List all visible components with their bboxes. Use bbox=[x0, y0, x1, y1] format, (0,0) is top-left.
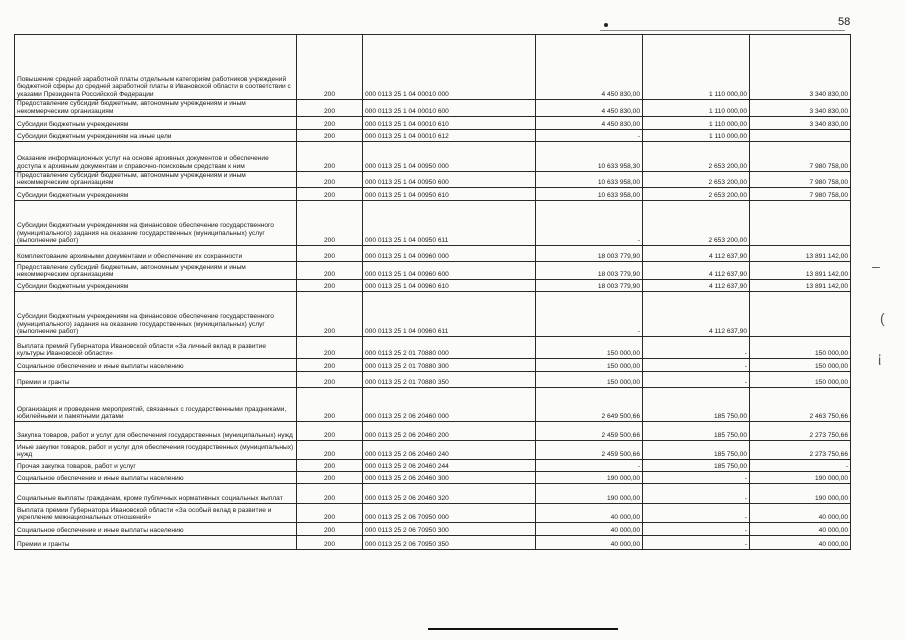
row-value-3: 150 000,00 bbox=[750, 337, 851, 359]
row-value-2: - bbox=[643, 372, 750, 388]
bottom-rule bbox=[428, 628, 618, 630]
row-value-1: 190 000,00 bbox=[536, 472, 643, 484]
table-row bbox=[15, 171, 851, 188]
row-value-2: 4 112 637,90 bbox=[643, 280, 750, 292]
row-value-2: - bbox=[643, 359, 750, 372]
row-value-2: 2 653 200,00 bbox=[643, 188, 750, 201]
row-value-1: 40 000,00 bbox=[536, 523, 643, 536]
row-admin-code: 200 bbox=[297, 523, 363, 536]
table-row bbox=[15, 359, 851, 372]
row-budget-code: 000 0113 25 2 06 70950 350 bbox=[363, 536, 536, 550]
row-budget-code: 000 0113 25 1 04 00010 610 bbox=[363, 116, 536, 129]
row-value-1: 2 649 500,66 bbox=[536, 388, 643, 422]
row-admin-code: 200 bbox=[297, 246, 363, 262]
row-value-2: 4 112 637,90 bbox=[643, 246, 750, 262]
table-row bbox=[15, 116, 851, 129]
row-value-2: 185 750,00 bbox=[643, 460, 750, 472]
row-admin-code: 200 bbox=[297, 116, 363, 129]
row-budget-code: 000 0113 25 1 04 00010 000 bbox=[363, 35, 536, 100]
row-value-1: 4 450 830,00 bbox=[536, 35, 643, 100]
row-admin-code: 200 bbox=[297, 188, 363, 201]
row-name: Выплата премии Губернатора Ивановской области «За особый вклад в развитие и укрепление межнациональных отношений» bbox=[15, 504, 297, 523]
row-name: Премии и гранты bbox=[15, 372, 297, 388]
row-budget-code: 000 0113 25 2 06 20460 240 bbox=[363, 441, 536, 460]
row-admin-code: 200 bbox=[297, 536, 363, 550]
row-admin-code: 200 bbox=[297, 129, 363, 141]
row-budget-code: 000 0113 25 1 04 00960 611 bbox=[363, 292, 536, 337]
row-value-2: - bbox=[643, 472, 750, 484]
row-value-1: - bbox=[536, 129, 643, 141]
row-value-2: 185 750,00 bbox=[643, 441, 750, 460]
row-admin-code: 200 bbox=[297, 100, 363, 117]
row-admin-code: 200 bbox=[297, 292, 363, 337]
table-row bbox=[15, 100, 851, 117]
row-value-1: 10 633 958,00 bbox=[536, 188, 643, 201]
row-value-2: 185 750,00 bbox=[643, 388, 750, 422]
row-value-3: 7 980 758,00 bbox=[750, 171, 851, 188]
row-admin-code: 200 bbox=[297, 337, 363, 359]
row-name: Премии и гранты bbox=[15, 536, 297, 550]
row-admin-code: 200 bbox=[297, 372, 363, 388]
row-name: Субсидии бюджетным учреждениям bbox=[15, 188, 297, 201]
table-row bbox=[15, 201, 851, 246]
row-value-3: 40 000,00 bbox=[750, 504, 851, 523]
top-rule bbox=[600, 30, 845, 31]
row-admin-code: 200 bbox=[297, 171, 363, 188]
row-value-1: 4 450 830,00 bbox=[536, 116, 643, 129]
row-name: Субсидии бюджетным учреждениям на иные цели bbox=[15, 129, 297, 141]
row-budget-code: 000 0113 25 2 01 70880 300 bbox=[363, 359, 536, 372]
row-name: Социальное обеспечение и иные выплаты населению bbox=[15, 472, 297, 484]
row-admin-code: 200 bbox=[297, 35, 363, 100]
row-value-3: 7 980 758,00 bbox=[750, 141, 851, 171]
row-name: Комплектование архивными документами и обеспечение их сохранности bbox=[15, 246, 297, 262]
row-value-3: 3 340 830,00 bbox=[750, 100, 851, 117]
table-row bbox=[15, 129, 851, 141]
row-value-2: - bbox=[643, 536, 750, 550]
row-value-1: 150 000,00 bbox=[536, 337, 643, 359]
row-name: Социальные выплаты гражданам, кроме публичных нормативных социальных выплат bbox=[15, 484, 297, 504]
row-name: Субсидии бюджетным учреждениям на финансовое обеспечение государственного (муниципального) задания на оказание государственных (муниципальных) услуг (выполнение работ) bbox=[15, 201, 297, 246]
row-value-1: 2 459 500,66 bbox=[536, 441, 643, 460]
row-value-3: 7 980 758,00 bbox=[750, 188, 851, 201]
row-admin-code: 200 bbox=[297, 472, 363, 484]
row-name: Социальное обеспечение и иные выплаты населению bbox=[15, 523, 297, 536]
row-name: Оказание информационных услуг на основе архивных документов и обеспечение доступа к архивным документам и справочно-поисковым средствам к ним bbox=[15, 141, 297, 171]
row-value-2: 1 110 000,00 bbox=[643, 100, 750, 117]
row-value-2: 185 750,00 bbox=[643, 422, 750, 441]
row-value-1: 10 633 958,00 bbox=[536, 171, 643, 188]
row-budget-code: 000 0113 25 1 04 00010 612 bbox=[363, 129, 536, 141]
row-value-2: 2 653 200,00 bbox=[643, 171, 750, 188]
row-value-1: 10 633 958,30 bbox=[536, 141, 643, 171]
table-row bbox=[15, 262, 851, 280]
table-row bbox=[15, 246, 851, 262]
row-value-1: 150 000,00 bbox=[536, 359, 643, 372]
table-row bbox=[15, 292, 851, 337]
row-value-1: 18 003 779,90 bbox=[536, 280, 643, 292]
row-value-1: 40 000,00 bbox=[536, 504, 643, 523]
row-value-3: 2 273 750,66 bbox=[750, 441, 851, 460]
row-admin-code: 200 bbox=[297, 422, 363, 441]
table-row bbox=[15, 504, 851, 523]
row-value-2: 4 112 637,90 bbox=[643, 262, 750, 280]
row-value-2: 4 112 637,90 bbox=[643, 292, 750, 337]
row-name: Субсидии бюджетным учреждениям bbox=[15, 280, 297, 292]
row-name: Иные закупки товаров, работ и услуг для обеспечения государственных (муниципальных) нужд bbox=[15, 441, 297, 460]
row-admin-code: 200 bbox=[297, 460, 363, 472]
row-value-3 bbox=[750, 129, 851, 141]
row-value-3: 13 891 142,00 bbox=[750, 262, 851, 280]
table-row bbox=[15, 441, 851, 460]
row-value-3: 190 000,00 bbox=[750, 484, 851, 504]
row-admin-code: 200 bbox=[297, 141, 363, 171]
row-budget-code: 000 0113 25 1 04 00960 000 bbox=[363, 246, 536, 262]
row-value-1: 40 000,00 bbox=[536, 536, 643, 550]
row-name: Субсидии бюджетным учреждениям bbox=[15, 116, 297, 129]
row-admin-code: 200 bbox=[297, 201, 363, 246]
row-budget-code: 000 0113 25 2 06 20460 200 bbox=[363, 422, 536, 441]
table-row bbox=[15, 188, 851, 201]
row-budget-code: 000 0113 25 1 04 00950 600 bbox=[363, 171, 536, 188]
row-name: Организация и проведение мероприятий, связанных с государственными праздниками, юбилейными и памятными датами bbox=[15, 388, 297, 422]
scan-mark: – bbox=[872, 258, 880, 274]
row-budget-code: 000 0113 25 2 06 20460 300 bbox=[363, 472, 536, 484]
row-value-1: 4 450 830,00 bbox=[536, 100, 643, 117]
row-value-3 bbox=[750, 201, 851, 246]
row-value-2: - bbox=[643, 337, 750, 359]
row-name: Субсидии бюджетным учреждениям на финансовое обеспечение государственного (муниципального) задания на оказание государственных (муниципальных) услуг (выполнение работ) bbox=[15, 292, 297, 337]
budget-table bbox=[14, 34, 851, 550]
table-row bbox=[15, 372, 851, 388]
row-value-2: 2 653 200,00 bbox=[643, 201, 750, 246]
row-admin-code: 200 bbox=[297, 441, 363, 460]
scan-speck bbox=[604, 23, 608, 27]
row-value-2: - bbox=[643, 504, 750, 523]
row-admin-code: 200 bbox=[297, 262, 363, 280]
row-value-3: 150 000,00 bbox=[750, 372, 851, 388]
table-row bbox=[15, 280, 851, 292]
row-value-3: 190 000,00 bbox=[750, 472, 851, 484]
row-value-1: 2 459 500,66 bbox=[536, 422, 643, 441]
row-budget-code: 000 0113 25 2 06 20460 000 bbox=[363, 388, 536, 422]
row-admin-code: 200 bbox=[297, 359, 363, 372]
row-value-2: 1 110 000,00 bbox=[643, 116, 750, 129]
row-value-2: 1 110 000,00 bbox=[643, 35, 750, 100]
row-value-3: - bbox=[750, 460, 851, 472]
table-row bbox=[15, 388, 851, 422]
row-budget-code: 000 0113 25 1 04 00950 611 bbox=[363, 201, 536, 246]
row-budget-code: 000 0113 25 1 04 00950 000 bbox=[363, 141, 536, 171]
table-row bbox=[15, 35, 851, 100]
row-value-1: - bbox=[536, 460, 643, 472]
row-admin-code: 200 bbox=[297, 484, 363, 504]
scan-mark: ἰ bbox=[878, 352, 882, 368]
row-value-3: 2 463 750,66 bbox=[750, 388, 851, 422]
row-admin-code: 200 bbox=[297, 504, 363, 523]
row-value-3: 3 340 830,00 bbox=[750, 116, 851, 129]
row-name: Предоставление субсидий бюджетным, автономным учреждениям и иным некоммерческим организациям bbox=[15, 262, 297, 280]
row-value-3 bbox=[750, 292, 851, 337]
row-budget-code: 000 0113 25 2 01 70880 000 bbox=[363, 337, 536, 359]
scan-mark: ( bbox=[880, 310, 885, 326]
row-value-3: 2 273 750,66 bbox=[750, 422, 851, 441]
row-admin-code: 200 bbox=[297, 280, 363, 292]
row-name: Повышение средней заработной платы отдельным категориям работников учреждений бюджетной сферы до средней заработной платы в Ивановской области в соответствии с указами Президента Российской Федерации bbox=[15, 35, 297, 100]
row-budget-code: 000 0113 25 1 04 00010 600 bbox=[363, 100, 536, 117]
row-admin-code: 200 bbox=[297, 388, 363, 422]
row-value-1: 150 000,00 bbox=[536, 372, 643, 388]
table-row bbox=[15, 484, 851, 504]
row-budget-code: 000 0113 25 1 04 00950 610 bbox=[363, 188, 536, 201]
row-name: Выплата премий Губернатора Ивановской области «За личный вклад в развитие культуры Ивановской области» bbox=[15, 337, 297, 359]
row-budget-code: 000 0113 25 2 06 70950 000 bbox=[363, 504, 536, 523]
row-budget-code: 000 0113 25 1 04 00960 610 bbox=[363, 280, 536, 292]
row-value-2: 2 653 200,00 bbox=[643, 141, 750, 171]
row-budget-code: 000 0113 25 2 06 20460 320 bbox=[363, 484, 536, 504]
table-row bbox=[15, 536, 851, 550]
row-value-3: 150 000,00 bbox=[750, 359, 851, 372]
row-value-3: 13 891 142,00 bbox=[750, 246, 851, 262]
table-row bbox=[15, 460, 851, 472]
row-value-3: 40 000,00 bbox=[750, 523, 851, 536]
row-value-1: - bbox=[536, 201, 643, 246]
row-value-2: 1 110 000,00 bbox=[643, 129, 750, 141]
table-row bbox=[15, 337, 851, 359]
row-name: Прочая закупка товаров, работ и услуг bbox=[15, 460, 297, 472]
row-value-1: 18 003 779,90 bbox=[536, 262, 643, 280]
row-name: Предоставление субсидий бюджетным, автономным учреждениям и иным некоммерческим организациям bbox=[15, 171, 297, 188]
row-value-2: - bbox=[643, 523, 750, 536]
row-value-3: 40 000,00 bbox=[750, 536, 851, 550]
table-row bbox=[15, 422, 851, 441]
page-number: 58 bbox=[838, 16, 851, 28]
row-budget-code: 000 0113 25 2 06 20460 244 bbox=[363, 460, 536, 472]
row-value-1: 190 000,00 bbox=[536, 484, 643, 504]
row-name: Социальное обеспечение и иные выплаты населению bbox=[15, 359, 297, 372]
table-row bbox=[15, 523, 851, 536]
row-budget-code: 000 0113 25 2 06 70950 300 bbox=[363, 523, 536, 536]
row-name: Закупка товаров, работ и услуг для обеспечения государственных (муниципальных) нужд bbox=[15, 422, 297, 441]
row-budget-code: 000 0113 25 1 04 00960 600 bbox=[363, 262, 536, 280]
row-value-2: - bbox=[643, 484, 750, 504]
row-name: Предоставление субсидий бюджетным, автономным учреждениям и иным некоммерческим организациям bbox=[15, 100, 297, 117]
table-row bbox=[15, 472, 851, 484]
row-value-3: 13 891 142,00 bbox=[750, 280, 851, 292]
row-budget-code: 000 0113 25 2 01 70880 350 bbox=[363, 372, 536, 388]
row-value-3: 3 340 830,00 bbox=[750, 35, 851, 100]
row-value-1: 18 003 779,90 bbox=[536, 246, 643, 262]
table-row bbox=[15, 141, 851, 171]
row-value-1: - bbox=[536, 292, 643, 337]
